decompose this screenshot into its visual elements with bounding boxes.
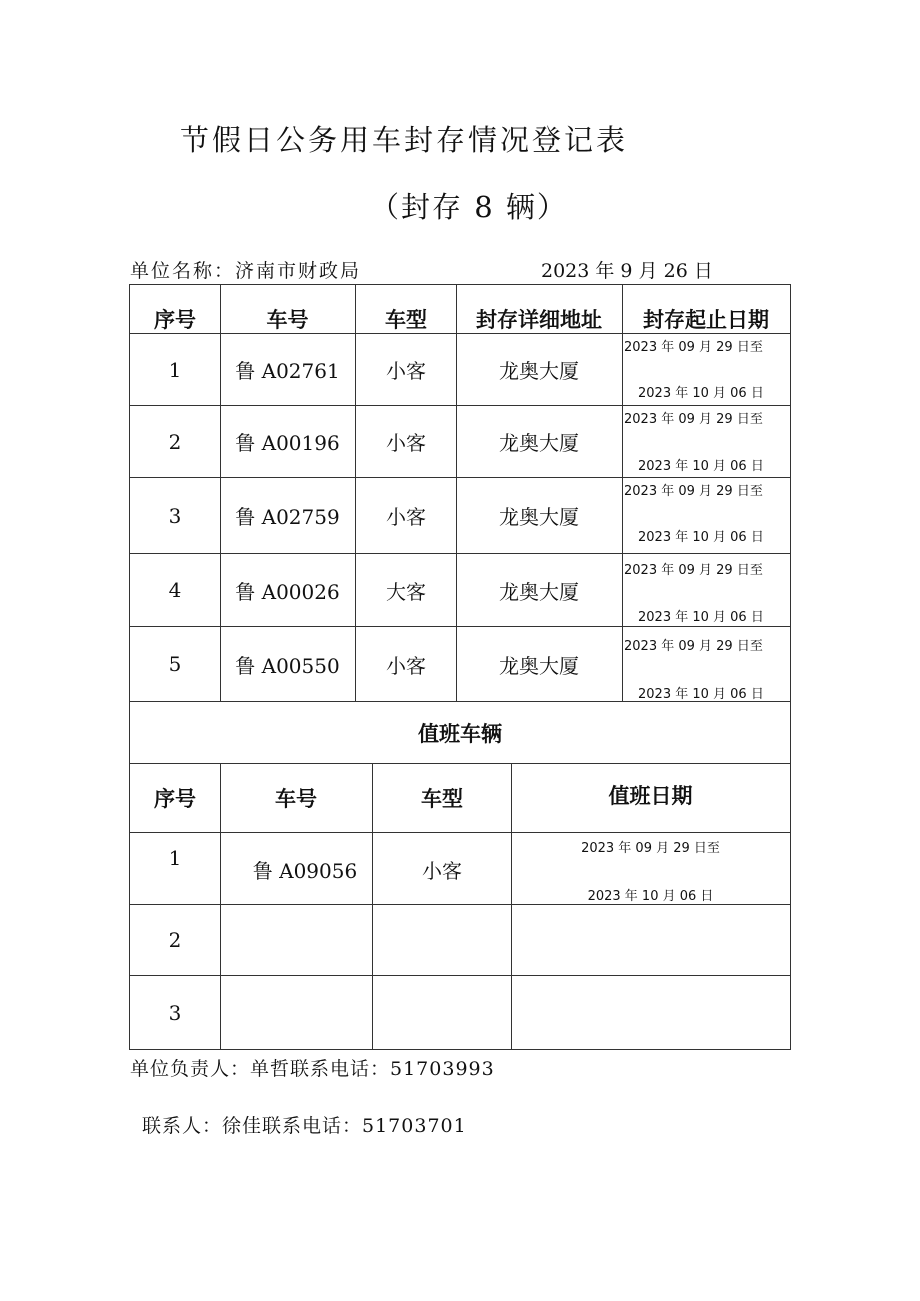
- header-type: 车型: [385, 308, 427, 332]
- table-row-type: 小客: [386, 359, 426, 383]
- table-row-start: 2023 年 09 月 29 日至: [624, 412, 763, 427]
- table-row-start: 2023 年 09 月 29 日至: [624, 563, 763, 578]
- table-row-type: 小客: [386, 653, 426, 678]
- duty-row-type: 小客: [422, 858, 462, 883]
- table-row-start: 2023 年 09 月 29 日至: [624, 484, 763, 499]
- table-row-plate: 鲁 A02761: [235, 359, 340, 383]
- table-row-no: 1: [168, 357, 182, 382]
- table-row-type: 大客: [386, 579, 426, 604]
- table-row-end: 2023 年 10 月 06 日: [638, 386, 764, 401]
- table-row-no: 4: [168, 578, 182, 602]
- duty-row-start: 2023 年 09 月 29 日至: [581, 840, 720, 856]
- table-row-start: 2023 年 09 月 29 日至: [624, 340, 763, 355]
- header-address: 封存详细地址: [476, 308, 602, 332]
- table-row-plate: 鲁 A02759: [235, 505, 340, 529]
- table-row-end: 2023 年 10 月 06 日: [638, 610, 764, 625]
- table-row-address: 龙奥大厦: [499, 653, 579, 678]
- unit-name: 单位名称：济南市财政局: [130, 260, 362, 282]
- contact-person: 联系人：徐佳联系电话：51703701: [142, 1115, 467, 1137]
- duty-header-no: 序号: [154, 787, 196, 811]
- page-subtitle: （封存 8 辆）: [370, 190, 568, 224]
- duty-row-no: 1: [168, 846, 182, 870]
- duty-header-type: 车型: [421, 787, 463, 811]
- duty-header-plate: 车号: [275, 787, 317, 811]
- duty-row-plate: 鲁 A09056: [252, 858, 358, 883]
- page-title: 节假日公务用车封存情况登记表: [180, 123, 629, 157]
- table-row-address: 龙奥大厦: [499, 359, 579, 383]
- table-row-end: 2023 年 10 月 06 日: [638, 459, 764, 474]
- table-row-no: 2: [168, 429, 182, 454]
- table-row-end: 2023 年 10 月 06 日: [638, 687, 764, 702]
- table-row-type: 小客: [386, 505, 426, 529]
- table-row-plate: 鲁 A00196: [235, 431, 340, 455]
- table-row-plate: 鲁 A00550: [235, 653, 340, 678]
- form-date: 2023 年 9 月 26 日: [541, 260, 713, 282]
- header-plate: 车号: [266, 308, 309, 332]
- duty-header-date: 值班日期: [608, 784, 693, 808]
- table-row-address: 龙奥大厦: [499, 505, 579, 529]
- table-row-plate: 鲁 A00026: [235, 579, 340, 604]
- table-row-address: 龙奥大厦: [499, 579, 579, 604]
- table-row-no: 5: [168, 652, 182, 676]
- duty-row-no: 2: [168, 928, 182, 952]
- table-row-address: 龙奥大厦: [499, 431, 579, 455]
- table-row-type: 小客: [386, 431, 426, 455]
- duty-section-title: 值班车辆: [418, 721, 502, 746]
- table-row-start: 2023 年 09 月 29 日至: [624, 639, 763, 654]
- duty-row-no: 3: [168, 1000, 182, 1025]
- responsible-person: 单位负责人：单哲联系电话：51703993: [130, 1058, 495, 1080]
- header-period: 封存起止日期: [643, 308, 769, 332]
- duty-row-end: 2023 年 10 月 06 日: [587, 888, 714, 904]
- header-no: 序号: [154, 308, 196, 332]
- table-row-no: 3: [168, 503, 182, 528]
- table-row-end: 2023 年 10 月 06 日: [638, 530, 764, 545]
- registration-table: [129, 284, 791, 1050]
